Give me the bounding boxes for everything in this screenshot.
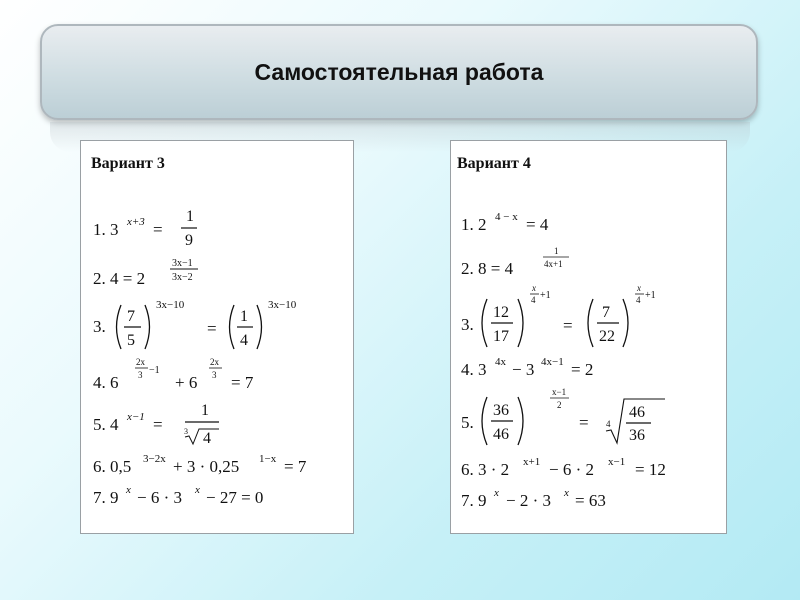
svg-text:1: 1 bbox=[201, 402, 209, 419]
svg-text:4x: 4x bbox=[495, 356, 506, 368]
variant-4-equations bbox=[451, 141, 728, 535]
svg-text:4: 4 bbox=[636, 295, 641, 305]
variant-3-problem-2 bbox=[93, 258, 198, 288]
svg-text:x: x bbox=[564, 487, 569, 499]
svg-text:= 7: = 7 bbox=[284, 457, 307, 476]
variant-4-problem-6 bbox=[461, 456, 666, 479]
svg-text:=: = bbox=[153, 415, 163, 434]
slide-title: Самостоятельная работа bbox=[254, 58, 544, 85]
svg-text:+1: +1 bbox=[645, 290, 656, 301]
svg-text:x−1: x−1 bbox=[552, 387, 567, 397]
svg-text:3: 3 bbox=[212, 370, 217, 380]
svg-text:2x: 2x bbox=[136, 357, 145, 367]
svg-text:46: 46 bbox=[493, 426, 509, 443]
variant-3-problem-5 bbox=[93, 402, 219, 447]
variant-4-problem-1 bbox=[461, 211, 549, 234]
svg-text:2. 4 = 2: 2. 4 = 2 bbox=[93, 269, 146, 288]
svg-text:3.: 3. bbox=[461, 315, 474, 334]
svg-text:7. 9: 7. 9 bbox=[93, 488, 119, 507]
svg-text:3−2x: 3−2x bbox=[143, 453, 166, 465]
svg-text:3x−1: 3x−1 bbox=[172, 258, 193, 269]
svg-text:1−x: 1−x bbox=[259, 453, 277, 465]
svg-text:x: x bbox=[532, 283, 536, 293]
svg-text:1. 2: 1. 2 bbox=[461, 215, 487, 234]
svg-text:x: x bbox=[494, 487, 499, 499]
svg-text:x−1: x−1 bbox=[608, 456, 626, 468]
svg-text:− 6 · 3: − 6 · 3 bbox=[137, 488, 182, 507]
svg-text:= 4: = 4 bbox=[526, 215, 549, 234]
svg-text:7. 9: 7. 9 bbox=[461, 491, 487, 510]
svg-text:17: 17 bbox=[493, 328, 509, 345]
svg-text:4x−1: 4x−1 bbox=[541, 356, 564, 368]
svg-text:+ 3 · 0,25: + 3 · 0,25 bbox=[173, 457, 240, 476]
svg-text:x+1: x+1 bbox=[523, 456, 541, 468]
svg-text:1: 1 bbox=[240, 308, 248, 325]
title-banner bbox=[40, 24, 758, 120]
svg-text:x: x bbox=[126, 484, 131, 496]
variant-3-problem-6 bbox=[93, 453, 307, 476]
svg-text:7: 7 bbox=[127, 308, 135, 325]
svg-text:3x−2: 3x−2 bbox=[172, 272, 193, 283]
svg-text:2x: 2x bbox=[210, 357, 219, 367]
svg-text:3x−10: 3x−10 bbox=[268, 299, 297, 311]
svg-text:−1: −1 bbox=[149, 365, 160, 376]
svg-text:5: 5 bbox=[127, 332, 135, 349]
variant-4-problem-2 bbox=[461, 246, 569, 278]
svg-text:=: = bbox=[563, 316, 573, 335]
svg-text:36: 36 bbox=[629, 427, 645, 444]
svg-text:3.: 3. bbox=[93, 317, 106, 336]
svg-text:− 2 · 3: − 2 · 3 bbox=[506, 491, 551, 510]
svg-text:46: 46 bbox=[629, 404, 645, 421]
svg-text:= 63: = 63 bbox=[575, 491, 606, 510]
variant-3-card bbox=[80, 140, 354, 534]
variant-4-header: Вариант 4 bbox=[457, 155, 531, 172]
svg-text:= 12: = 12 bbox=[635, 460, 666, 479]
svg-text:6. 0,5: 6. 0,5 bbox=[93, 457, 132, 476]
svg-text:− 6 · 2: − 6 · 2 bbox=[549, 460, 594, 479]
svg-text:4: 4 bbox=[606, 419, 611, 429]
svg-text:6. 3 · 2: 6. 3 · 2 bbox=[461, 460, 510, 479]
svg-text:2: 2 bbox=[557, 400, 562, 410]
svg-text:=: = bbox=[153, 220, 163, 239]
svg-text:5. 4: 5. 4 bbox=[93, 415, 119, 434]
variant-3-problem-7 bbox=[93, 484, 263, 507]
variant-4-problem-7 bbox=[461, 487, 606, 510]
svg-text:2. 8 = 4: 2. 8 = 4 bbox=[461, 259, 514, 278]
svg-text:9: 9 bbox=[185, 232, 193, 249]
variant-3-problem-1 bbox=[93, 208, 197, 249]
svg-text:4x+1: 4x+1 bbox=[544, 259, 563, 269]
svg-text:x+3: x+3 bbox=[127, 216, 145, 228]
svg-text:5.: 5. bbox=[461, 413, 474, 432]
svg-text:22: 22 bbox=[599, 328, 615, 345]
svg-text:4. 3: 4. 3 bbox=[461, 360, 487, 379]
svg-text:x: x bbox=[637, 283, 641, 293]
variant-3-problem-3 bbox=[93, 299, 297, 349]
variant-4-card bbox=[450, 140, 727, 534]
svg-text:3x−10: 3x−10 bbox=[156, 299, 185, 311]
svg-text:4: 4 bbox=[531, 295, 536, 305]
svg-text:x: x bbox=[195, 484, 200, 496]
svg-text:=: = bbox=[579, 413, 589, 432]
variant-3-equations bbox=[81, 141, 355, 535]
variant-3-header: Вариант 3 bbox=[91, 155, 165, 172]
svg-text:3: 3 bbox=[184, 427, 188, 436]
svg-text:4: 4 bbox=[203, 430, 211, 447]
variant-3-problem-4 bbox=[93, 357, 254, 392]
svg-text:= 2: = 2 bbox=[571, 360, 594, 379]
svg-text:− 27 = 0: − 27 = 0 bbox=[206, 488, 264, 507]
svg-text:4: 4 bbox=[240, 332, 248, 349]
svg-text:=: = bbox=[207, 319, 217, 338]
svg-text:36: 36 bbox=[493, 402, 509, 419]
svg-text:1: 1 bbox=[186, 208, 194, 225]
svg-text:7: 7 bbox=[602, 304, 610, 321]
svg-text:12: 12 bbox=[493, 304, 509, 321]
svg-text:x−1: x−1 bbox=[127, 411, 145, 423]
svg-text:1. 3: 1. 3 bbox=[93, 220, 119, 239]
variant-4-problem-5 bbox=[461, 387, 665, 445]
variant-4-problem-3 bbox=[461, 283, 656, 347]
svg-text:− 3: − 3 bbox=[512, 360, 535, 379]
svg-text:= 7: = 7 bbox=[231, 373, 254, 392]
svg-text:1: 1 bbox=[554, 246, 559, 256]
svg-text:+1: +1 bbox=[540, 290, 551, 301]
svg-text:3: 3 bbox=[138, 370, 143, 380]
variant-4-problem-4 bbox=[461, 356, 593, 379]
svg-text:+ 6: + 6 bbox=[175, 373, 198, 392]
svg-text:4 − x: 4 − x bbox=[495, 211, 518, 223]
svg-text:4. 6: 4. 6 bbox=[93, 373, 119, 392]
